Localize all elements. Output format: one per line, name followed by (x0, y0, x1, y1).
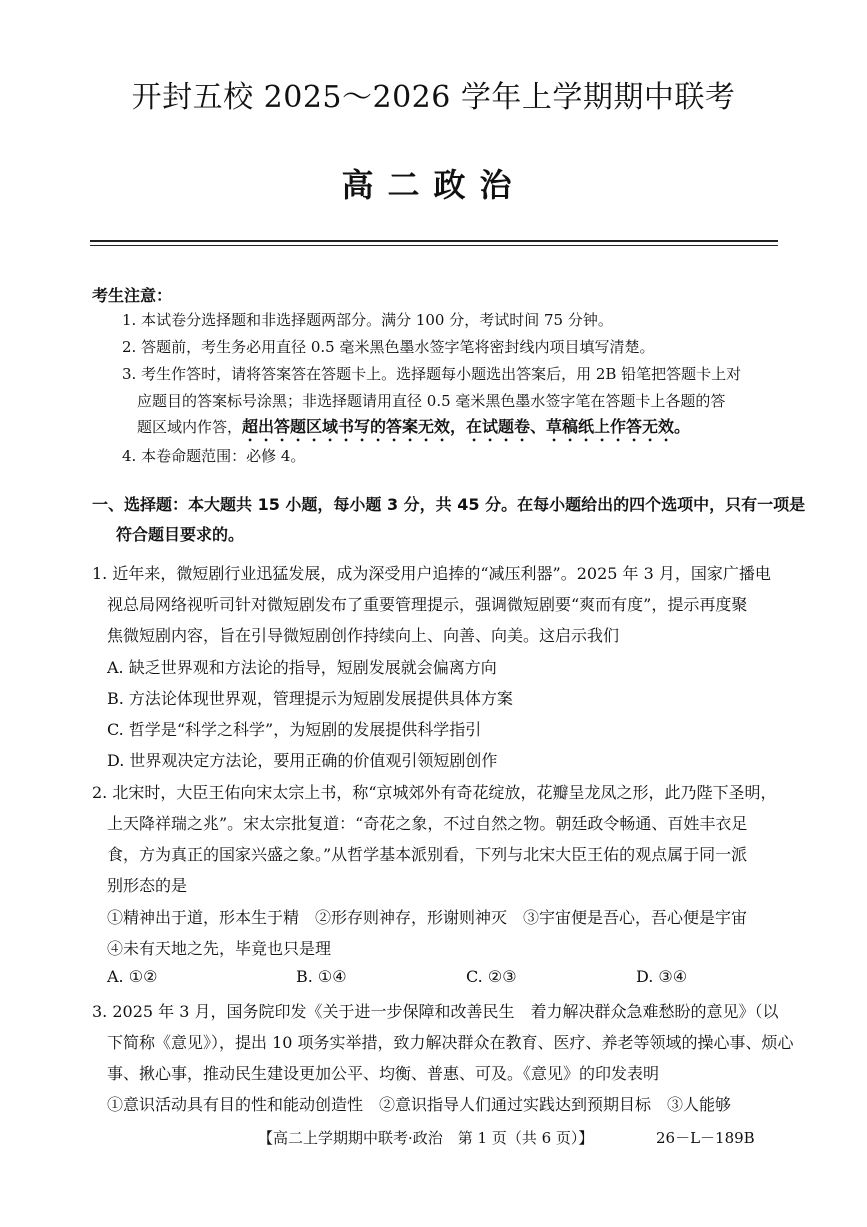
section-heading-cont: 符合题目要求的。 (116, 525, 245, 544)
notice-line-1: 1. 本试卷分选择题和非选择题两部分。满分 100 分，考试时间 75 分钟。 (122, 311, 613, 329)
q3-items-line-1: ①意识活动具有目的性和能动创造性 ②意识指导人们通过实践达到预期目标 ③人能够 (107, 1095, 732, 1114)
header-divider (90, 240, 778, 242)
q2-items-line-2: ④未有天地之先，毕竟也只是理 (107, 939, 332, 958)
q3-stem-line-1: 3. 2025 年 3 月，国务院印发《关于进一步保障和改善民生 着力解决群众急难愁盼的意见》（以 (92, 1002, 779, 1021)
q2-stem-line-1: 2. 北宋时，大臣王佑向宋太宗上书，称“京城郊外有奇花绽放，花瓣呈龙凤之形，此乃陛下圣明， (92, 783, 777, 802)
subject-title: 高二政治 (341, 166, 526, 204)
notice-emphasis: 超出答题区域书写的答案无效，在试题卷、草稿纸上作答无效。 (242, 417, 691, 436)
q1-option-b: B. 方法论体现世界观，管理提示为短剧发展提供具体方案 (107, 689, 513, 708)
q2-stem-line-3: 食，方为真正的国家兴盛之象。”从哲学基本派别看，下列与北宋大臣王佑的观点属于同一派 (107, 845, 748, 864)
q2-stem-line-4: 别形态的是 (107, 876, 188, 895)
notice-line-3-tail: 题区域内作答， (137, 418, 243, 436)
notice-heading: 考生注意： (92, 286, 173, 305)
notice-line-4: 4. 本卷命题范围：必修 4。 (122, 447, 306, 465)
q3-stem-line-3: 事、揪心事，推动民生建设更加公平、均衡、普惠、可及。《意见》的印发表明 (107, 1064, 660, 1083)
q3-stem-line-2: 下简称《意见》），提出 10 项务实举措，致力解决群众在教育、医疗、养老等领域的操心事、烦心 (107, 1033, 794, 1052)
q1-option-a: A. 缺乏世界观和方法论的指导，短剧发展就会偏离方向 (107, 658, 497, 677)
notice-line-3: 3. 考生作答时，请将答案答在答题卡上。选择题每小题选出答案后，用 2B 铅笔把答题卡上对 (122, 365, 742, 383)
q2-choice-d: D. ③④ (636, 967, 688, 986)
q2-choice-b: B. ①④ (296, 967, 347, 986)
q1-stem-line-3: 焦微短剧内容，旨在引导微短剧创作持续向上、向善、向美。这启示我们 (107, 626, 620, 645)
q1-stem-line-1: 1. 近年来，微短剧行业迅猛发展，成为深受用户追捧的“减压利器”。2025 年 3 月，国家广播电 (92, 564, 771, 583)
q2-items-line-1: ①精神出于道，形本生于精 ②形存则神存，形谢则神灭 ③宇宙便是吾心，吾心便是宇宙 (107, 908, 748, 927)
q1-option-d: D. 世界观决定方法论，要用正确的价值观引领短剧创作 (107, 751, 498, 770)
exam-title: 开封五校 2025～2026 学年上学期期中联考 (131, 80, 736, 115)
q1-option-c: C. 哲学是“科学之科学”，为短剧的发展提供科学指引 (107, 720, 482, 739)
paper-code: 26－L－189B (656, 1129, 755, 1147)
notice-line-2: 2. 答题前，考生务必用直径 0.5 毫米黑色墨水签字笔将密封线内项目填写清楚。 (122, 338, 655, 356)
header-divider-thin (90, 245, 778, 246)
page-footer: 【高二上学期期中联考·政治 第 1 页（共 6 页）】 (258, 1129, 594, 1147)
q2-stem-line-2: 上天降祥瑞之兆”。宋太宗批复道：“奇花之象，不过自然之物。朝廷政令畅通、百姓丰衣足 (107, 814, 748, 833)
q2-choice-a: A. ①② (107, 967, 158, 986)
q1-stem-line-2: 视总局网络视听司针对微短剧发布了重要管理提示，强调微短剧要“爽而有度”，提示再度聚 (107, 595, 748, 614)
q2-choice-c: C. ②③ (466, 967, 517, 986)
section-heading: 一、选择题：本大题共 15 小题，每小题 3 分，共 45 分。在每小题给出的四个选项中，只有一项是 (92, 495, 806, 514)
notice-line-3-end (137, 414, 690, 445)
notice-line-3-cont: 应题目的答案标号涂黑；非选择题请用直径 0.5 毫米黑色墨水签字笔在答题卡上各题的答 (137, 392, 726, 410)
